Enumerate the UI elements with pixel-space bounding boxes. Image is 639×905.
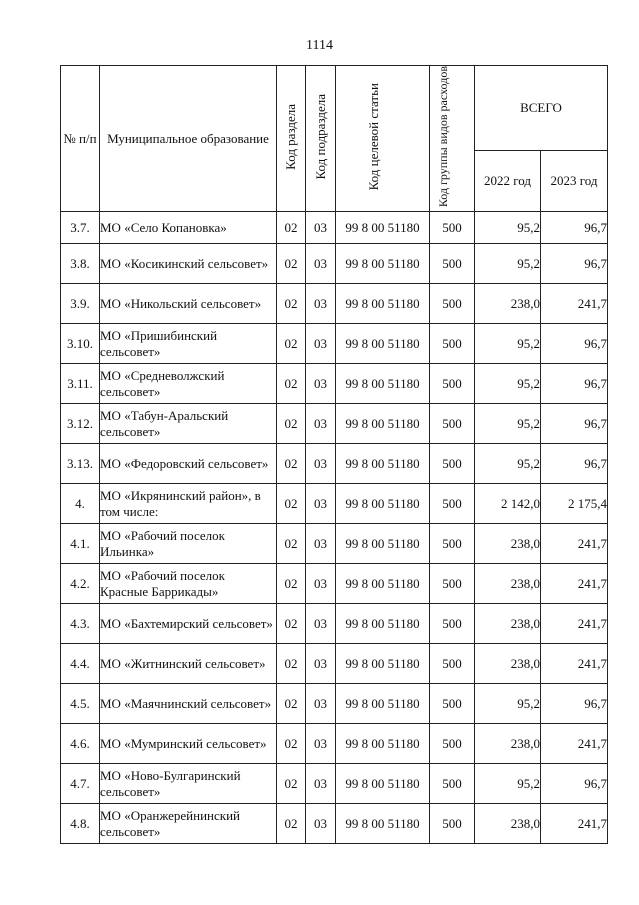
header-year-2023: 2023 год [541,151,608,212]
table-body [61,212,608,844]
row-value-2022: 238,0 [475,604,541,644]
row-value-2022: 238,0 [475,284,541,324]
row-podrazdel: 03 [306,212,336,244]
row-razdel: 02 [277,364,306,404]
row-gruppa: 500 [430,684,475,724]
row-podrazdel: 03 [306,444,336,484]
row-value-2023: 241,7 [541,804,608,844]
row-number: 4. [61,484,100,524]
row-municipality: МО «Оранжерейнинский сельсовет» [100,804,277,844]
row-podrazdel: 03 [306,724,336,764]
row-podrazdel: 03 [306,284,336,324]
row-value-2022: 95,2 [475,684,541,724]
row-value-2023: 96,7 [541,684,608,724]
row-statya: 99 8 00 51180 [336,764,430,804]
header-gruppa [430,66,475,212]
row-razdel: 02 [277,324,306,364]
row-gruppa: 500 [430,524,475,564]
row-razdel: 02 [277,524,306,564]
row-number: 3.9. [61,284,100,324]
row-value-2023: 96,7 [541,212,608,244]
row-municipality: МО «Средневолжский сельсовет» [100,364,277,404]
row-value-2022: 95,2 [475,364,541,404]
row-value-2023: 96,7 [541,764,608,804]
row-razdel: 02 [277,644,306,684]
row-podrazdel: 03 [306,404,336,444]
row-value-2022: 238,0 [475,804,541,844]
header-statya-text: Код целевой статьи [365,82,381,191]
table-row [61,564,608,604]
row-value-2022: 238,0 [475,644,541,684]
row-podrazdel: 03 [306,484,336,524]
row-value-2022: 95,2 [475,324,541,364]
row-gruppa: 500 [430,604,475,644]
row-value-2022: 238,0 [475,564,541,604]
row-razdel: 02 [277,684,306,724]
table-row [61,444,608,484]
row-value-2023: 96,7 [541,324,608,364]
row-gruppa: 500 [430,244,475,284]
header-num: № п/п [61,66,100,212]
table-row [61,524,608,564]
row-statya: 99 8 00 51180 [336,604,430,644]
row-statya: 99 8 00 51180 [336,564,430,604]
row-value-2022: 238,0 [475,724,541,764]
row-value-2022: 238,0 [475,524,541,564]
row-municipality: МО «Рабочий поселок Ильинка» [100,524,277,564]
row-number: 3.11. [61,364,100,404]
row-podrazdel: 03 [306,644,336,684]
header-razdel-text: Код раздела [283,103,298,170]
row-municipality: МО «Косикинский сельсовет» [100,244,277,284]
row-municipality: МО «Федоровский сельсовет» [100,444,277,484]
row-podrazdel: 03 [306,804,336,844]
row-value-2022: 95,2 [475,212,541,244]
row-razdel: 02 [277,244,306,284]
row-podrazdel: 03 [306,684,336,724]
row-municipality: МО «Мумринский сельсовет» [100,724,277,764]
row-number: 4.7. [61,764,100,804]
header-year-2022: 2022 год [475,151,541,212]
row-razdel: 02 [277,484,306,524]
row-value-2022: 95,2 [475,764,541,804]
row-value-2023: 96,7 [541,404,608,444]
budget-table [60,65,608,844]
row-municipality: МО «Житнинский сельсовет» [100,644,277,684]
row-podrazdel: 03 [306,324,336,364]
row-number: 4.4. [61,644,100,684]
row-municipality: МО «Бахтемирский сельсовет» [100,604,277,644]
row-statya: 99 8 00 51180 [336,484,430,524]
table-row [61,212,608,244]
row-gruppa: 500 [430,564,475,604]
row-value-2022: 95,2 [475,404,541,444]
row-number: 4.1. [61,524,100,564]
row-gruppa: 500 [430,404,475,444]
row-razdel: 02 [277,604,306,644]
row-value-2023: 241,7 [541,564,608,604]
row-number: 3.8. [61,244,100,284]
row-municipality: МО «Маячнинский сельсовет» [100,684,277,724]
row-number: 3.7. [61,212,100,244]
header-podrazdel [306,66,336,212]
row-municipality: МО «Село Копановка» [100,212,277,244]
row-gruppa: 500 [430,284,475,324]
row-gruppa: 500 [430,764,475,804]
row-razdel: 02 [277,724,306,764]
row-statya: 99 8 00 51180 [336,724,430,764]
row-gruppa: 500 [430,644,475,684]
row-municipality: МО «Икрянинский район», в том числе: [100,484,277,524]
row-number: 4.2. [61,564,100,604]
row-statya: 99 8 00 51180 [336,404,430,444]
row-municipality: МО «Никольский сельсовет» [100,284,277,324]
header-mo: Муниципальное образование [100,66,277,212]
row-municipality: МО «Ново-Булгаринский сельсовет» [100,764,277,804]
row-municipality: МО «Пришибинский сельсовет» [100,324,277,364]
row-gruppa: 500 [430,444,475,484]
table-row [61,404,608,444]
row-value-2023: 2 175,4 [541,484,608,524]
row-value-2023: 241,7 [541,604,608,644]
row-razdel: 02 [277,444,306,484]
table-row [61,764,608,804]
table-header [61,66,608,212]
table-row [61,644,608,684]
row-value-2022: 95,2 [475,244,541,284]
row-value-2023: 241,7 [541,644,608,684]
header-total: ВСЕГО [475,66,608,151]
table-row [61,484,608,524]
row-number: 3.10. [61,324,100,364]
row-statya: 99 8 00 51180 [336,444,430,484]
row-razdel: 02 [277,404,306,444]
page-number: 1114 [306,38,333,53]
row-statya: 99 8 00 51180 [336,212,430,244]
row-statya: 99 8 00 51180 [336,684,430,724]
row-number: 3.13. [61,444,100,484]
table-row [61,244,608,284]
row-municipality: МО «Рабочий поселок Красные Баррикады» [100,564,277,604]
row-podrazdel: 03 [306,764,336,804]
row-gruppa: 500 [430,212,475,244]
row-statya: 99 8 00 51180 [336,644,430,684]
row-value-2023: 96,7 [541,444,608,484]
header-gruppa-text: Код группы видов расходов [436,66,450,208]
row-podrazdel: 03 [306,604,336,644]
row-razdel: 02 [277,804,306,844]
row-number: 4.3. [61,604,100,644]
row-podrazdel: 03 [306,244,336,284]
table-row [61,364,608,404]
header-podrazdel-text: Код подраздела [312,93,328,180]
row-statya: 99 8 00 51180 [336,244,430,284]
row-razdel: 02 [277,284,306,324]
table-row [61,724,608,764]
row-podrazdel: 03 [306,364,336,404]
row-statya: 99 8 00 51180 [336,364,430,404]
row-number: 4.6. [61,724,100,764]
row-value-2023: 96,7 [541,364,608,404]
row-razdel: 02 [277,564,306,604]
row-value-2023: 96,7 [541,244,608,284]
row-podrazdel: 03 [306,524,336,564]
row-gruppa: 500 [430,324,475,364]
table-row [61,284,608,324]
row-statya: 99 8 00 51180 [336,324,430,364]
table-row [61,604,608,644]
row-municipality: МО «Табун-Аральский сельсовет» [100,404,277,444]
row-number: 4.8. [61,804,100,844]
row-gruppa: 500 [430,724,475,764]
table-row [61,324,608,364]
row-gruppa: 500 [430,484,475,524]
row-value-2023: 241,7 [541,724,608,764]
row-gruppa: 500 [430,804,475,844]
row-value-2023: 241,7 [541,284,608,324]
row-value-2022: 2 142,0 [475,484,541,524]
table-row [61,804,608,844]
row-gruppa: 500 [430,364,475,404]
row-value-2023: 241,7 [541,524,608,564]
row-statya: 99 8 00 51180 [336,804,430,844]
row-number: 4.5. [61,684,100,724]
row-statya: 99 8 00 51180 [336,524,430,564]
row-number: 3.12. [61,404,100,444]
row-podrazdel: 03 [306,564,336,604]
row-razdel: 02 [277,764,306,804]
table-row [61,684,608,724]
row-razdel: 02 [277,212,306,244]
row-statya: 99 8 00 51180 [336,284,430,324]
header-razdel [277,66,306,212]
header-statya [336,66,430,212]
row-value-2022: 95,2 [475,444,541,484]
